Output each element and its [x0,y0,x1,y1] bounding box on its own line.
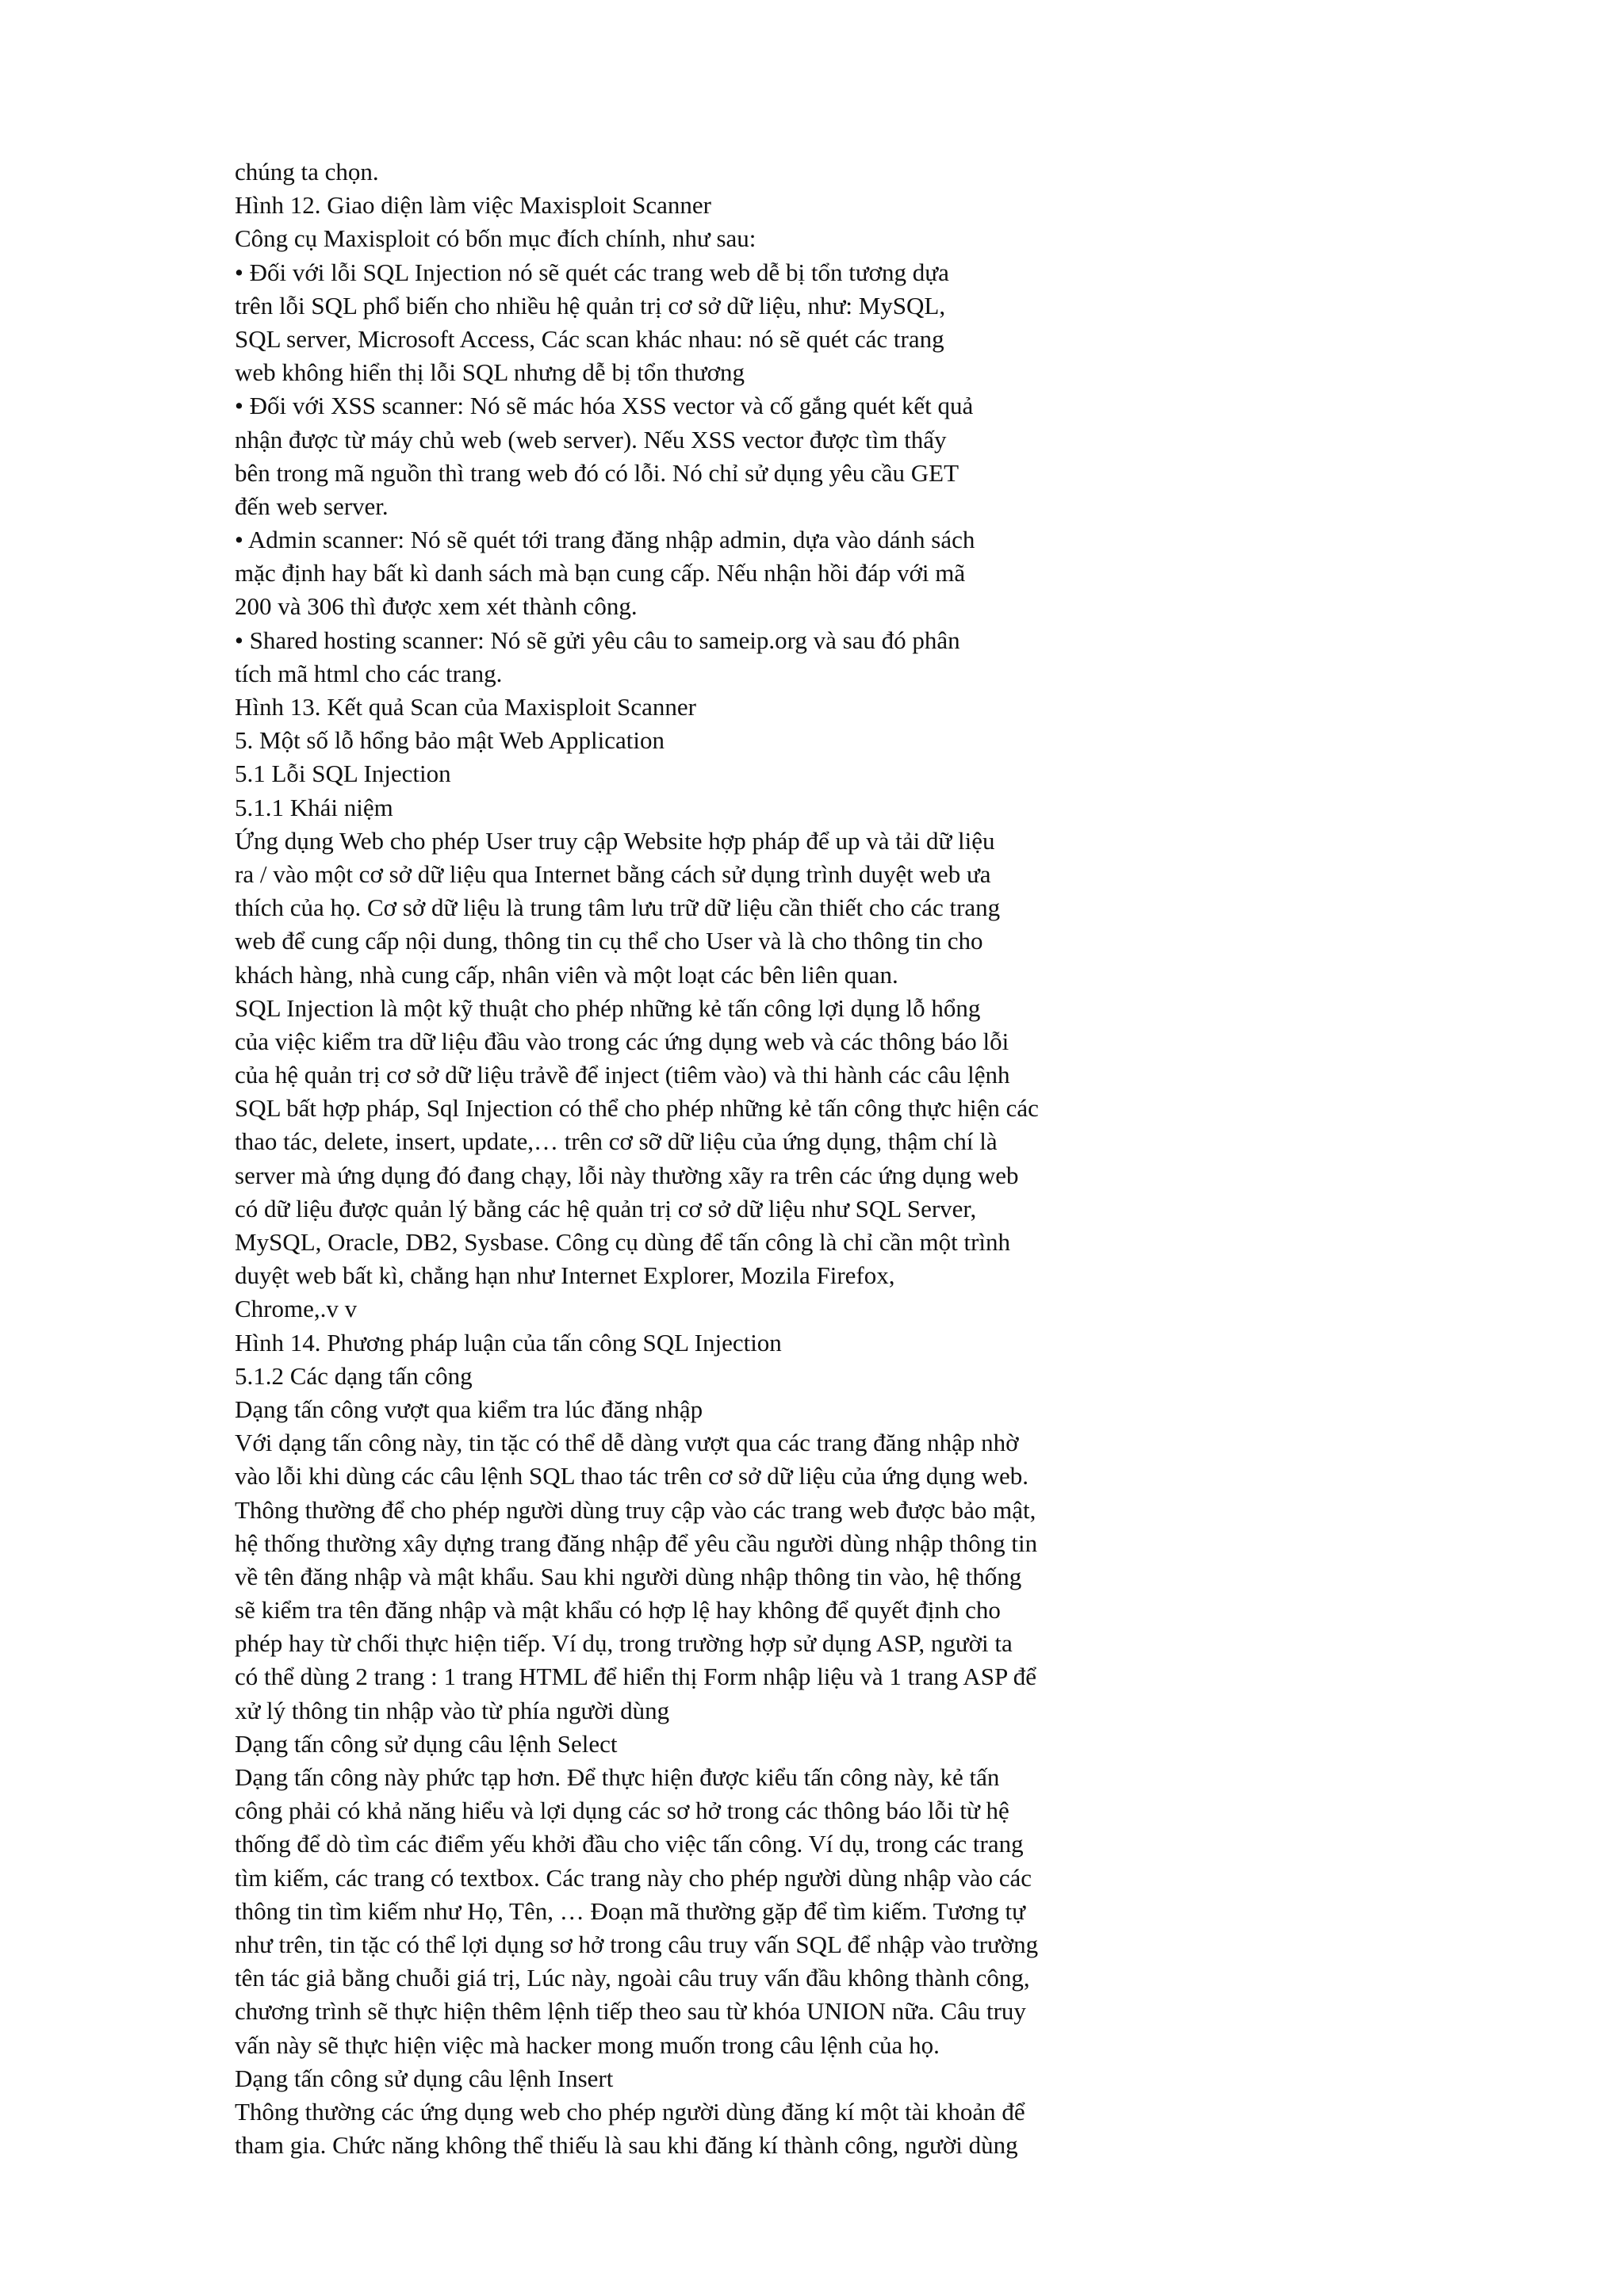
text-line: Công cụ Maxisploit có bốn mục đích chính, như sau: [235,224,756,253]
text-line: tham gia. Chức năng không thể thiếu là sau khi đăng kí thành công, người dùng [235,2131,1018,2160]
text-line: Hình 13. Kết quả Scan của Maxisploit Scanner [235,693,696,721]
text-line: về tên đăng nhập và mật khẩu. Sau khi người dùng nhập thông tin vào, hệ thống [235,1562,1022,1590]
text-line: vấn này sẽ thực hiện việc mà hacker mong muốn trong câu lệnh của họ. [235,2030,940,2059]
text-line: 5.1.2 Các dạng tấn công [235,1361,473,1390]
text-line: Thông thường các ứng dụng web cho phép người dùng đăng kí một tài khoản để [235,2097,1025,2126]
text-line: 5.1 Lỗi SQL Injection [235,760,451,788]
text-line: Với dạng tấn công này, tin tặc có thể dễ dàng vượt qua các trang đăng nhập nhờ [235,1429,1019,1457]
text-line: khách hàng, nhà cung cấp, nhân viên và một loạt các bên liên quan. [235,960,898,989]
text-line: bên trong mã nguồn thì trang web đó có lỗi. Nó chỉ sử dụng yêu cầu GET [235,458,959,487]
text-line: duyệt web bất kì, chẳng hạn như Internet Explorer, Mozila Firefox, [235,1261,895,1290]
text-line: hệ thống thường xây dựng trang đăng nhập để yêu cầu người dùng nhập thông tin [235,1529,1038,1557]
text-line: tích mã html cho các trang. [235,659,503,687]
text-line: Dạng tấn công sử dụng câu lệnh Select [235,1729,618,1758]
text-line: SQL Injection là một kỹ thuật cho phép những kẻ tấn công lợi dụng lỗ hổng [235,993,981,1022]
text-line: Chrome,.v v [235,1295,358,1323]
text-line: Hình 14. Phương pháp luận của tấn công SQL Injection [235,1328,782,1357]
text-line: Dạng tấn công vượt qua kiểm tra lúc đăng nhập [235,1395,703,1423]
text-line: • Shared hosting scanner: Nó sẽ gửi yêu câu to sameip.org và sau đó phân [235,626,960,654]
text-line: công phải có khả năng hiểu và lợi dụng các sơ hở trong các thông báo lỗi từ hệ [235,1797,1009,1825]
text-line: • Đối với XSS scanner: Nó sẽ mác hóa XSS vector và cố gắng quét kết quả [235,392,974,420]
text-line: Ứng dụng Web cho phép User truy cập Website hợp pháp để up và tải dữ liệu [235,826,995,855]
text-line: của hệ quản trị cơ sở dữ liệu trảvề để inject (tiêm vào) và thi hành các câu lệnh [235,1061,1010,1089]
text-line: SQL server, Microsoft Access, Các scan khác nhau: nó sẽ quét các trang [235,324,944,353]
text-line: 5. Một số lỗ hổng bảo mật Web Application [235,726,665,755]
text-line: • Admin scanner: Nó sẽ quét tới trang đăng nhập admin, dựa vào dánh sách [235,526,975,554]
text-line: đến web server. [235,492,389,520]
text-line: sẽ kiểm tra tên đăng nhập và mật khẩu có hợp lệ hay không để quyết định cho [235,1596,1001,1624]
text-line: mặc định hay bất kì danh sách mà bạn cung cấp. Nếu nhận hồi đáp với mã [235,559,966,587]
text-line: của việc kiểm tra dữ liệu đầu vào trong các ứng dụng web và các thông báo lỗi [235,1027,1009,1055]
text-line: chúng ta chọn. [235,158,379,186]
text-line: Dạng tấn công này phức tạp hơn. Để thực hiện được kiểu tấn công này, kẻ tấn [235,1763,1000,1791]
text-line: ra / vào một cơ sở dữ liệu qua Internet bằng cách sử dụng trình duyệt web ưa [235,859,991,888]
text-line: Hình 12. Giao diện làm việc Maxisploit Scanner [235,191,711,220]
text-line: trên lỗi SQL phổ biến cho nhiều hệ quản trị cơ sở dữ liệu, như: MySQL, [235,291,946,320]
text-line: tên tác giả bằng chuỗi giá trị, Lúc này, ngoài câu truy vấn đầu không thành công, [235,1964,1030,1992]
text-line: web không hiển thị lỗi SQL nhưng dễ bị tổn thương [235,358,745,387]
text-line: Thông thường để cho phép người dùng truy cập vào các trang web được bảo mật, [235,1495,1036,1524]
text-line: thông tin tìm kiếm như Họ, Tên, … Đoạn mã thường gặp để tìm kiếm. Tương tự [235,1896,1025,1925]
text-line: thao tác, delete, insert, update,… trên cơ sỡ dữ liệu của ứng dụng, thậm chí là [235,1127,998,1156]
text-line: có dữ liệu được quản lý bằng các hệ quản trị cơ sở dữ liệu như SQL Server, [235,1194,977,1223]
text-line: • Đối với lỗi SQL Injection nó sẽ quét các trang web dễ bị tổn tương dựa [235,258,949,286]
text-line: tìm kiếm, các trang có textbox. Các trang này cho phép người dùng nhập vào các [235,1863,1032,1892]
text-line: vào lỗi khi dùng các câu lệnh SQL thao tác trên cơ sở dữ liệu của ứng dụng web. [235,1462,1028,1490]
text-line: như trên, tin tặc có thể lợi dụng sơ hở trong câu truy vấn SQL để nhập vào trường [235,1930,1039,1958]
text-line: xử lý thông tin nhập vào từ phía người dùng [235,1696,670,1724]
text-line: chương trình sẽ thực hiện thêm lệnh tiếp theo sau từ khóa UNION nữa. Câu truy [235,1997,1026,2026]
text-line: 5.1.1 Khái niệm [235,793,393,821]
text-line: 200 và 306 thì được xem xét thành công. [235,592,638,621]
text-line: thích của họ. Cơ sở dữ liệu là trung tâm lưu trữ dữ liệu cần thiết cho các trang [235,894,1001,922]
text-line: có thể dùng 2 trang : 1 trang HTML để hiển thị Form nhập liệu và 1 trang ASP để [235,1663,1037,1691]
text-line: phép hay từ chối thực hiện tiếp. Ví dụ, trong trường hợp sử dụng ASP, người ta [235,1629,1013,1658]
text-line: nhận được từ máy chủ web (web server). Nếu XSS vector được tìm thấy [235,425,947,453]
document-body [235,155,1503,2162]
text-line: server mà ứng dụng đó đang chạy, lỗi này thường xãy ra trên các ứng dụng web [235,1161,1019,1189]
text-line: web để cung cấp nội dung, thông tin cụ thể cho User và là cho thông tin cho [235,927,983,955]
text-line: Dạng tấn công sử dụng câu lệnh Insert [235,2064,614,2092]
text-line: MySQL, Oracle, DB2, Sysbase. Công cụ dùng để tấn công là chỉ cần một trình [235,1228,1011,1256]
text-line: SQL bất hợp pháp, Sql Injection có thể cho phép những kẻ tấn công thực hiện các [235,1094,1039,1123]
text-line: thống để dò tìm các điểm yếu khởi đầu cho việc tấn công. Ví dụ, trong các trang [235,1830,1024,1858]
